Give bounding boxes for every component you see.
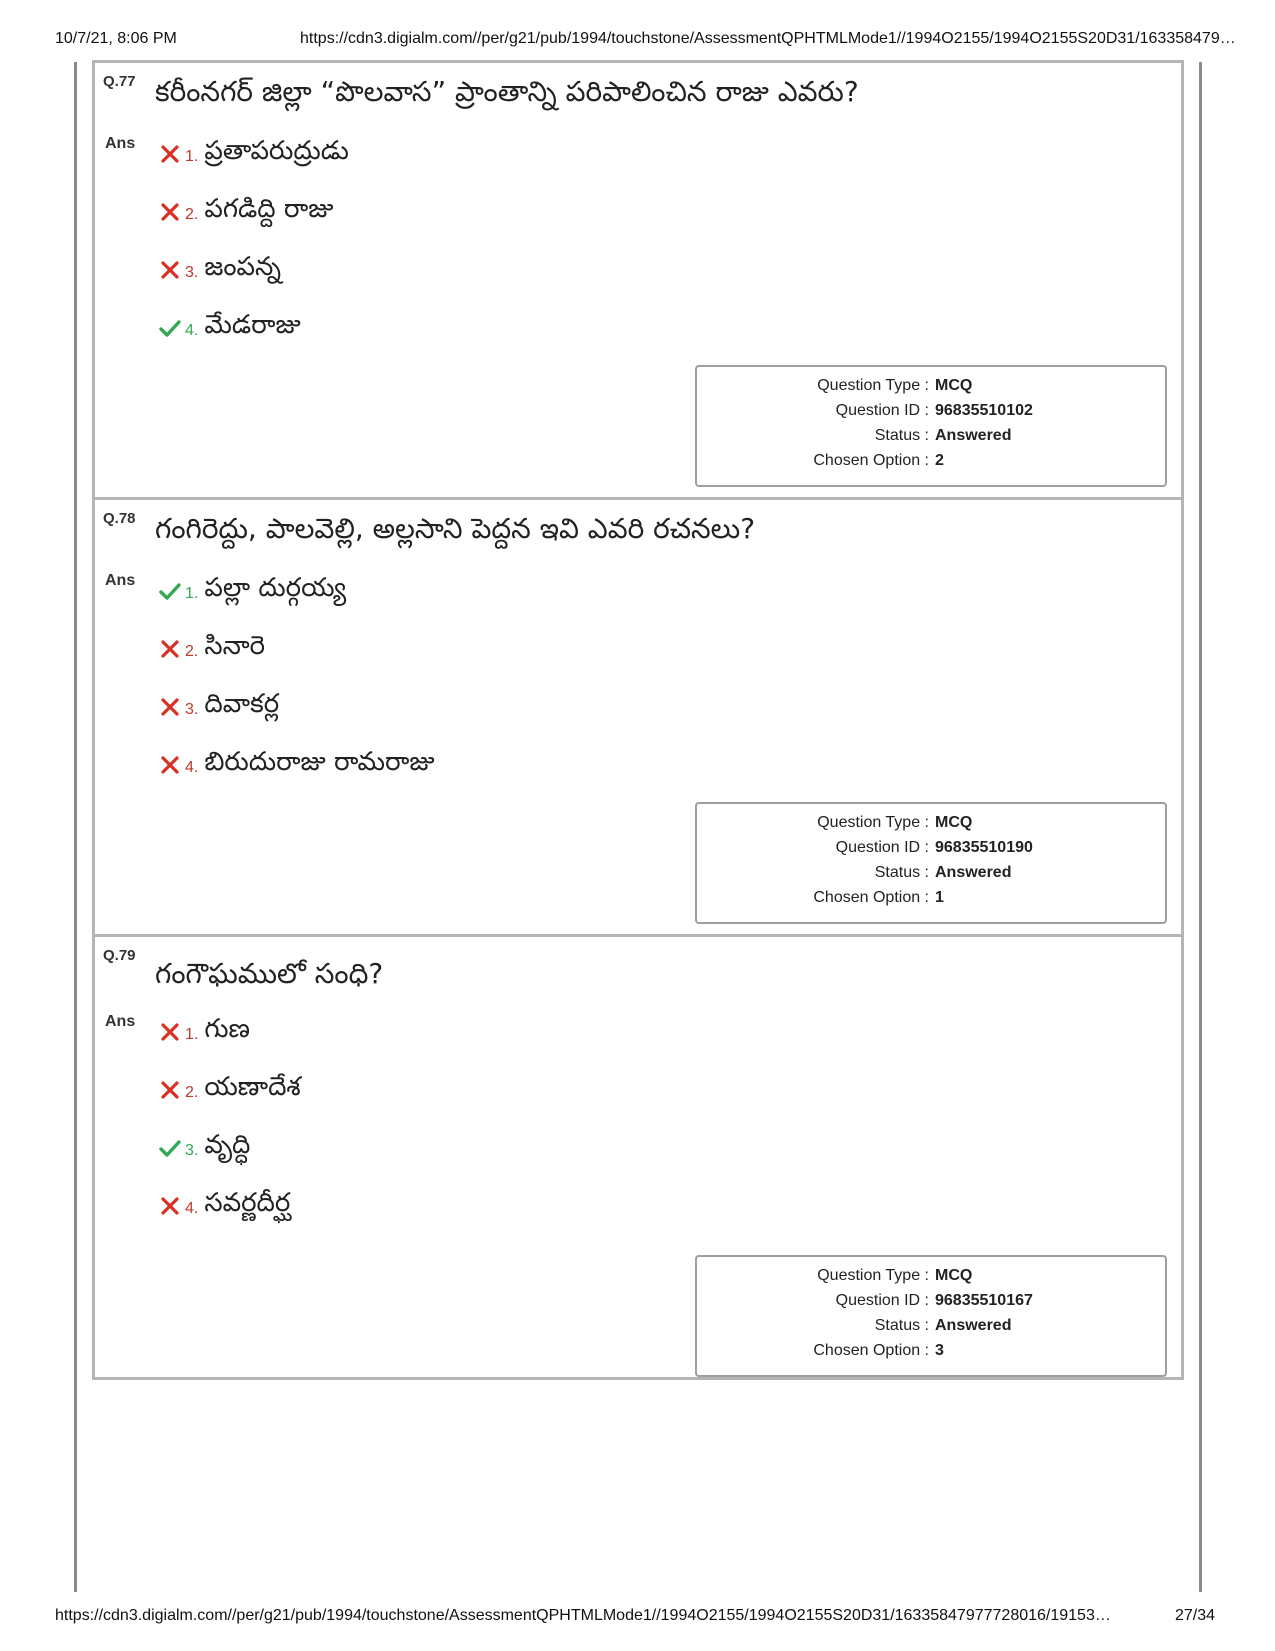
question-block-79 — [92, 934, 1184, 1380]
option-item — [157, 1177, 301, 1235]
question-type-value: MCQ — [935, 377, 973, 394]
status-value: Answered — [935, 1317, 1012, 1334]
cross-icon — [157, 1196, 183, 1216]
option-item — [157, 241, 349, 299]
option-text: సవర్ణదీర్ఘ — [204, 1188, 291, 1218]
option-text: దివాకర్ల — [204, 689, 280, 719]
option-list — [157, 1003, 301, 1235]
option-text: పగడిద్ది రాజు — [204, 194, 334, 224]
cross-icon — [157, 697, 183, 717]
option-text: ప్రతాపరుద్రుడు — [204, 136, 349, 166]
chosen-option-value: 3 — [935, 1342, 944, 1359]
question-type-value: MCQ — [935, 1267, 973, 1284]
option-number: 3. — [185, 1142, 199, 1159]
question-id-value: 96835510190 — [935, 839, 1033, 856]
option-number: 1. — [185, 1026, 199, 1043]
option-number: 1. — [185, 148, 199, 165]
option-number: 4. — [185, 322, 199, 339]
print-url: https://cdn3.digialm.com//per/g21/pub/1994/touchstone/AssessmentQPHTMLMode1//1994O2155/1994O2155S20D31/163358479… — [300, 30, 1236, 47]
option-item — [157, 1119, 301, 1177]
question-info-box — [695, 365, 1167, 487]
option-item — [157, 620, 435, 678]
cross-icon — [157, 1080, 183, 1100]
cross-icon — [157, 144, 183, 164]
footer-url: https://cdn3.digialm.com//per/g21/pub/1994/touchstone/AssessmentQPHTMLMode1//1994O2155/1994O2155S20D31/16335847977728016/19153… — [55, 1607, 1111, 1624]
info-label: Status : — [874, 427, 929, 444]
check-icon — [157, 581, 183, 601]
print-header — [55, 30, 1236, 52]
info-label: Question Type : — [817, 377, 929, 394]
info-label: Status : — [874, 1317, 929, 1334]
print-footer — [55, 1607, 1215, 1629]
question-id-value: 96835510167 — [935, 1292, 1033, 1309]
option-item — [157, 299, 349, 357]
question-number: Q.78 — [103, 510, 136, 527]
option-list — [157, 125, 349, 357]
option-text: సినారె — [204, 631, 266, 661]
option-text: జంపన్న — [204, 252, 281, 282]
cross-icon — [157, 1022, 183, 1042]
option-number: 2. — [185, 206, 199, 223]
cross-icon — [157, 639, 183, 659]
question-info-box — [695, 802, 1167, 924]
status-value: Answered — [935, 864, 1012, 881]
option-item — [157, 1003, 301, 1061]
info-label: Chosen Option : — [813, 452, 929, 469]
question-text: గంగిరెద్దు, పాలవెల్లి, అల్లసాని పెద్దన ఇవి ఎవరి రచనలు? — [155, 512, 756, 545]
check-icon — [157, 318, 183, 338]
option-number: 4. — [185, 759, 199, 776]
option-text: పల్లా దుర్గయ్య — [204, 573, 347, 603]
page-number: 27/34 — [1174, 1607, 1215, 1624]
option-text: గుణ — [204, 1014, 250, 1044]
option-text: బిరుదురాజు రామరాజు — [204, 747, 435, 777]
print-timestamp: 10/7/21, 8:06 PM — [55, 30, 177, 47]
info-label: Question Type : — [817, 814, 929, 831]
question-block-77 — [92, 60, 1184, 500]
option-number: 3. — [185, 264, 199, 281]
option-item — [157, 678, 435, 736]
cross-icon — [157, 755, 183, 775]
question-number: Q.77 — [103, 73, 136, 90]
info-label: Question ID : — [835, 839, 929, 856]
cross-icon — [157, 202, 183, 222]
status-value: Answered — [935, 427, 1012, 444]
chosen-option-value: 1 — [935, 889, 944, 906]
question-id-value: 96835510102 — [935, 402, 1033, 419]
info-label: Status : — [874, 864, 929, 881]
info-label: Question ID : — [835, 402, 929, 419]
info-label: Question ID : — [835, 1292, 929, 1309]
chosen-option-value: 2 — [935, 452, 944, 469]
option-item — [157, 736, 435, 794]
page-frame-right — [1199, 62, 1202, 1592]
question-info-box — [695, 1255, 1167, 1377]
question-type-value: MCQ — [935, 814, 973, 831]
option-text: మేడరాజు — [204, 310, 301, 340]
option-number: 4. — [185, 1200, 199, 1217]
option-item — [157, 562, 435, 620]
question-block-78 — [92, 497, 1184, 937]
option-number: 2. — [185, 1084, 199, 1101]
option-text: వృద్ధి — [204, 1130, 251, 1160]
info-label: Chosen Option : — [813, 1342, 929, 1359]
info-label: Chosen Option : — [813, 889, 929, 906]
cross-icon — [157, 260, 183, 280]
option-item — [157, 125, 349, 183]
option-text: యణాదేశ — [204, 1072, 301, 1102]
page-frame-left — [74, 62, 77, 1592]
option-number: 2. — [185, 643, 199, 660]
option-item — [157, 1061, 301, 1119]
question-number: Q.79 — [103, 947, 136, 964]
option-number: 3. — [185, 701, 199, 718]
option-list — [157, 562, 435, 794]
info-label: Question Type : — [817, 1267, 929, 1284]
answer-label: Ans — [105, 135, 136, 152]
question-text: కరీంనగర్ జిల్లా “పొలవాస” ప్రాంతాన్ని పరిపాలించిన రాజు ఎవరు? — [155, 75, 859, 108]
answer-label: Ans — [105, 1013, 136, 1030]
option-number: 1. — [185, 585, 199, 602]
answer-label: Ans — [105, 572, 136, 589]
check-icon — [157, 1138, 183, 1158]
question-text: గంగౌఘములో సంధి? — [155, 957, 384, 990]
option-item — [157, 183, 349, 241]
